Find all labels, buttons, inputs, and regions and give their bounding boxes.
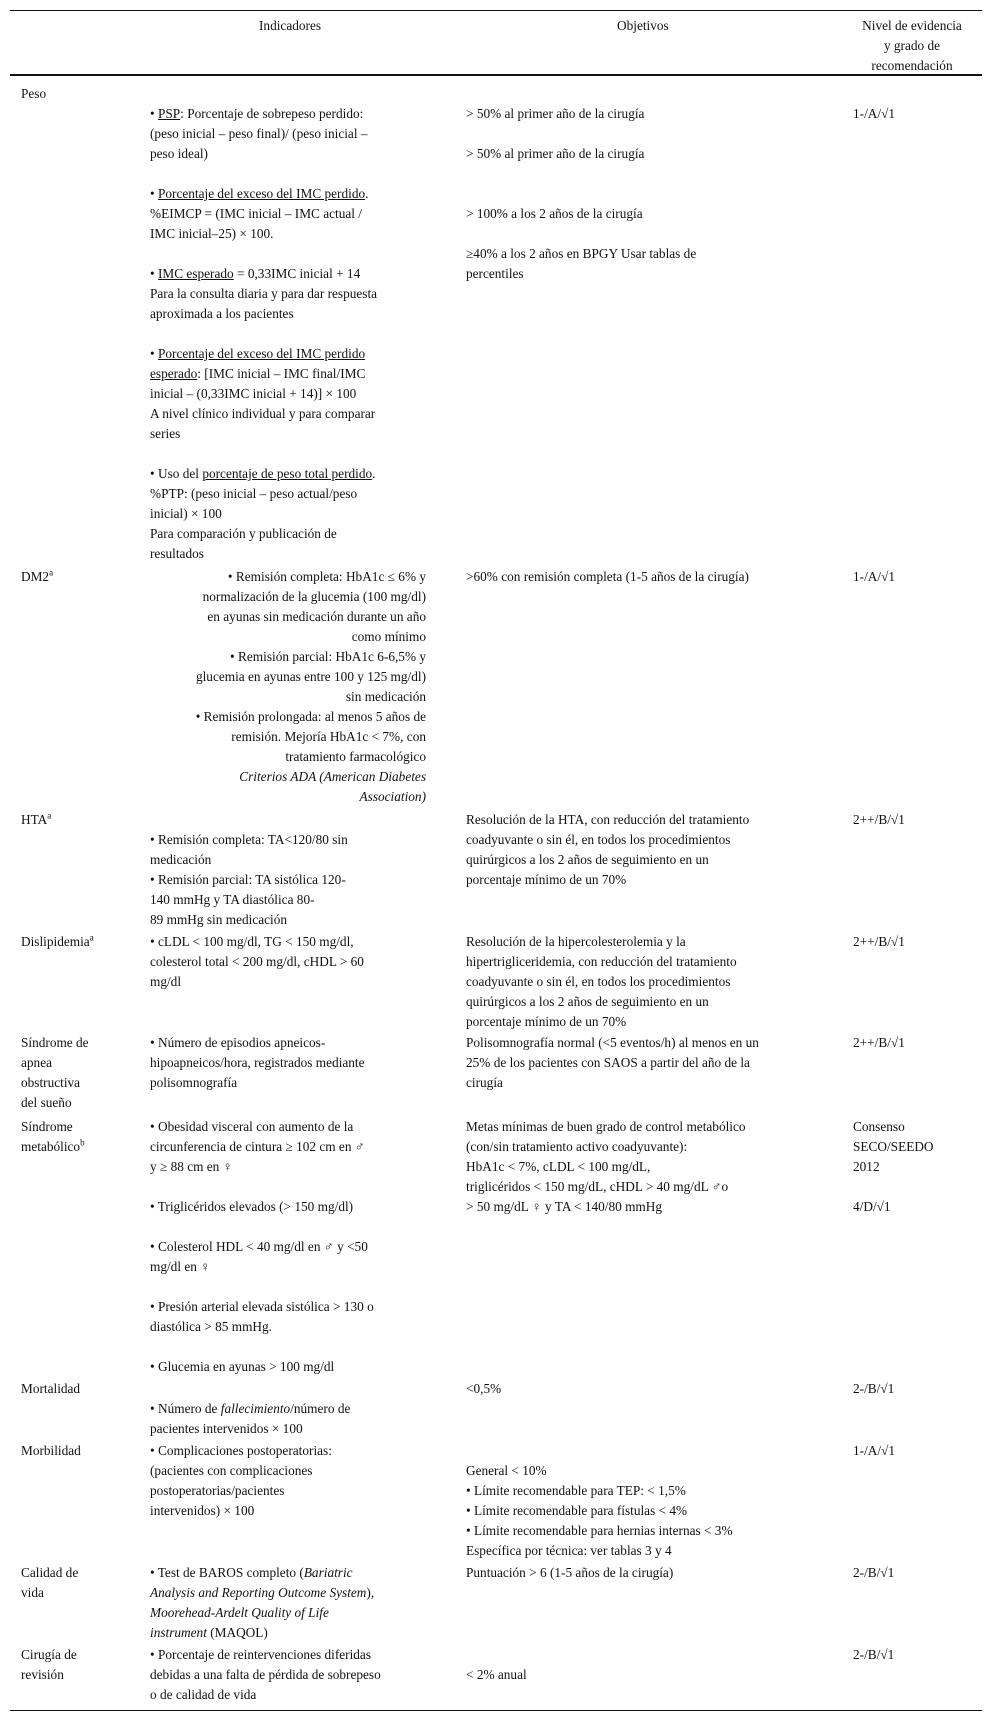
dislip-sup: a [89, 932, 94, 943]
morbilidad-obj-l5: Específica por técnica: ver tablas 3 y 4 [466, 1543, 672, 1558]
dm2-l7: sin medicación [345, 689, 426, 704]
dislip-l2: colesterol total < 200 mg/dl, cHDL > 60 [150, 954, 364, 969]
dm2-l6: glucemia en ayunas entre 100 y 125 mg/dl) [195, 669, 426, 684]
metab-l6: mg/dl en ♀ [150, 1259, 211, 1274]
metab-l8: diastólica > 85 mmHg. [150, 1319, 272, 1334]
mortalidad-obj: <0,5% [466, 1381, 502, 1396]
revision-label-l1: Cirugía de [21, 1647, 77, 1662]
metab-nivel-l2: SECO/SEEDO [853, 1139, 934, 1154]
header-nivel-l1: Nivel de evidencia [862, 18, 962, 33]
dm2-l10: tratamiento farmacológico [285, 749, 426, 764]
saos-l1: • Número de episodios apneicos- [150, 1035, 326, 1050]
eimcp-term: Porcentaje del exceso del IMC perdido [157, 186, 366, 201]
peso-imc-l1: • IMC esperado = 0,33IMC inicial + 14 [150, 266, 361, 281]
dm2-nivel: 1-/A/√1 [853, 569, 896, 584]
metab-nivel-l1: Consenso [853, 1119, 905, 1134]
hta-l2: medicación [150, 852, 212, 867]
header-nivel-l3: recomendación [871, 58, 953, 73]
header-objetivos: Objetivos [617, 18, 669, 33]
header-rule [10, 74, 982, 76]
peso-eimcp-l2: %EIMCP = (IMC inicial – IMC actual / [150, 206, 362, 221]
peso-imc-l3: aproximada a los pacientes [150, 306, 294, 321]
peso-imc-esperado [150, 264, 377, 324]
peso-eimcp [150, 184, 368, 244]
morbilidad-l4: intervenidos) × 100 [150, 1503, 255, 1518]
morbilidad-obj-l3: • Límite recomendable para fístulas < 4% [466, 1503, 688, 1518]
metab-label-l2: metabólico$^b$ [21, 1137, 85, 1154]
row-label-saos [21, 1033, 89, 1113]
ptp-term: porcentaje de peso total perdido [202, 466, 373, 481]
calidad-l1: • Test de BAROS completo (Bariatric [150, 1565, 353, 1580]
peso-ptp-l3: inicial) × 100 [150, 506, 222, 521]
imc-term: IMC esperado [157, 266, 234, 281]
hta-obj-l3: quirúrgicos a los 2 años de seguimiento en un [466, 852, 709, 867]
dm2-sup: a [49, 567, 54, 578]
saos-nivel: 2++/B/√1 [853, 1035, 905, 1050]
morbilidad-l2: (pacientes con complicaciones [150, 1463, 313, 1478]
peso-psp-l2: (peso inicial – peso final)/ (peso inicial – [150, 126, 368, 141]
saos-indicadores [150, 1033, 365, 1093]
hta-obj-l2: coadyuvante o sin él, en todos los procedimientos [466, 832, 731, 847]
peso-imc-l2: Para la consulta diaria y para dar respuesta [150, 286, 378, 301]
metab-obj-l3: HbA1c < 7%, cLDL < 100 mg/dL, [466, 1159, 651, 1174]
dislip-indicadores [150, 932, 364, 992]
header-nivel [848, 16, 976, 76]
metab-obj-l4: triglicéridos < 150 mg/dL, cHDL > 40 mg/dL ♂o [466, 1179, 729, 1194]
morbilidad-l3: postoperatorias/pacientes [150, 1483, 285, 1498]
peso-pe-l1: • Porcentaje del exceso del IMC perdido [150, 346, 366, 361]
peso-eimcp-l3: IMC inicial–25) × 100. [150, 226, 274, 241]
peso-psp [150, 104, 368, 164]
peso-exceso-esperado [150, 344, 375, 444]
dm2-l9: remisión. Mejoría HbA1c < 7%, con [231, 729, 426, 744]
dislip-l3: mg/dl [150, 974, 182, 989]
header-nivel-l2: y grado de [883, 38, 941, 53]
dm2-l3: en ayunas sin medicación durante un año [207, 609, 426, 624]
dm2-indicadores [150, 567, 426, 807]
metab-obj [466, 1117, 746, 1217]
saos-obj [466, 1033, 759, 1093]
peso-obj4 [466, 244, 696, 284]
calidad-label-l1: Calidad de [21, 1565, 79, 1580]
metab-l3: y ≥ 88 cm en ♀ [150, 1159, 233, 1174]
hta-sup: a [47, 810, 52, 821]
hta-obj-l4: porcentaje mínimo de un 70% [466, 872, 627, 887]
morbilidad-obj-l1: General < 10% [466, 1463, 547, 1478]
dm2-l4: como mínimo [351, 629, 426, 644]
dislip-nivel: 2++/B/√1 [853, 934, 905, 949]
dm2-l11: Criterios ADA (American Diabetes [239, 769, 426, 784]
saos-label-l4: del sueño [21, 1095, 72, 1110]
revision-obj: < 2% anual [466, 1667, 527, 1682]
revision-l1: • Porcentaje de reintervenciones diferidas [150, 1647, 372, 1662]
morbilidad-obj-l2: • Límite recomendable para TEP: < 1,5% [466, 1483, 686, 1498]
metab-l4: • Triglicéridos elevados (> 150 mg/dl) [150, 1199, 354, 1214]
dislip-obj-l4: quirúrgicos a los 2 años de seguimiento en un [466, 994, 709, 1009]
metab-indicadores [150, 1117, 374, 1377]
saos-obj-l2: 25% de los pacientes con SAOS a partir del año de la [466, 1055, 750, 1070]
metab-obj-l2: (con/sin tratamiento activo coadyuvante): [466, 1139, 688, 1154]
hta-obj-l1: Resolución de la HTA, con reducción del tratamiento [466, 812, 750, 827]
saos-l2: hipoapneicos/hora, registrados mediante [150, 1055, 365, 1070]
metab-nivel-l3: 2012 [853, 1159, 880, 1174]
row-label-morbilidad: Morbilidad [21, 1443, 81, 1458]
metab-l5: • Colesterol HDL < 40 mg/dl en ♂ y <50 [150, 1239, 368, 1254]
calidad-l2-italic: Analysis and Reporting Outcome System [150, 1585, 367, 1600]
row-label-dislipidemia: Dislipidemia$^a$ [21, 932, 94, 949]
revision-label-l2: revisión [21, 1667, 64, 1682]
psp-term: PSP [157, 106, 181, 121]
dislip-obj-l3: coadyuvante o sin él, en todos los procedimientos [466, 974, 731, 989]
revision-l2: debidas a una falta de pérdida de sobrepeso [150, 1667, 381, 1682]
peso-psp-l1: • PSP: Porcentaje de sobrepeso perdido: [150, 106, 364, 121]
peso-obj4-l1: ≥40% a los 2 años en BPGY Usar tablas de [466, 246, 697, 261]
dm2-l5: • Remisión parcial: HbA1c 6-6,5% y [230, 649, 426, 664]
calidad-indicadores [150, 1563, 374, 1643]
row-label-cirugia-revision [21, 1645, 77, 1685]
pe-term2: esperado [150, 366, 198, 381]
dm2-l12: Association) [359, 789, 426, 804]
calidad-label-l2: vida [21, 1585, 44, 1600]
row-label-peso: Peso [21, 86, 47, 101]
peso-ptp-l1: • Uso del porcentaje de peso total perdido. [150, 466, 376, 481]
peso-obj3: > 100% a los 2 años de la cirugía [466, 206, 643, 221]
saos-obj-l1: Polisomnografía normal (<5 eventos/h) al menos en un [466, 1035, 759, 1050]
dislip-obj-l5: porcentaje mínimo de un 70% [466, 1014, 627, 1029]
peso-pe-l5: series [150, 426, 181, 441]
morbilidad-obj [466, 1461, 733, 1561]
metab-l9: • Glucemia en ayunas > 100 mg/dl [150, 1359, 335, 1374]
dislip-obj-l2: hipertrigliceridemia, con reducción del tratamiento [466, 954, 737, 969]
dislip-l1: • cLDL < 100 mg/dl, TG < 150 mg/dl, [150, 934, 354, 949]
peso-ptp-l4: Para comparación y publicación de [150, 526, 337, 541]
peso-ptp-l5: resultados [150, 546, 204, 561]
dm2-l1: • Remisión completa: HbA1c ≤ 6% y [227, 569, 426, 584]
dm2-l8: • Remisión prolongada: al menos 5 años de [195, 709, 426, 724]
metab-nivel [853, 1117, 934, 1217]
mortalidad-l2: pacientes intervenidos × 100 [150, 1421, 303, 1436]
row-label-hta: HTA$^a$ [21, 810, 52, 827]
metab-l7: • Presión arterial elevada sistólica > 130 o [150, 1299, 374, 1314]
saos-obj-l3: cirugía [466, 1075, 503, 1090]
hta-nivel: 2++/B/√1 [853, 812, 905, 827]
hta-l5: 89 mmHg sin medicación [150, 912, 288, 927]
row-label-sindrome-metabolico [21, 1117, 85, 1157]
peso-psp-l3: peso ideal) [150, 146, 208, 161]
dislip-obj-l1: Resolución de la hipercolesterolemia y la [466, 934, 686, 949]
peso-pe-l4: A nivel clínico individual y para comparar [150, 406, 376, 421]
row-label-dm2: DM2$^a$ [21, 567, 54, 584]
calidad-l3: Moorehead-Ardelt Quality of Life [150, 1605, 329, 1620]
peso-ptp [150, 464, 375, 564]
mortalidad-nivel: 2-/B/√1 [853, 1381, 895, 1396]
metab-sup: b [80, 1137, 85, 1148]
peso-nivel: 1-/A/√1 [853, 106, 896, 121]
calidad-l4-italic: instrument [150, 1625, 207, 1640]
saos-label-l1: Síndrome de [21, 1035, 89, 1050]
peso-pe-l2: esperado: [IMC inicial – IMC final/IMC [150, 366, 366, 381]
metab-obj-l1: Metas mínimas de buen grado de control metabólico [466, 1119, 746, 1134]
hta-obj [466, 810, 749, 890]
dm2-l2: normalización de la glucemia (100 mg/dl) [202, 589, 426, 604]
metab-l1: • Obesidad visceral con aumento de la [150, 1119, 354, 1134]
saos-label-l2: apnea [21, 1055, 53, 1070]
mortalidad-l1: • Número de fallecimiento/número de [150, 1401, 351, 1416]
top-rule [10, 10, 982, 11]
saos-label-l3: obstructiva [21, 1075, 81, 1090]
hta-l1: • Remisión completa: TA<120/80 sin [150, 832, 348, 847]
hta-l4: 140 mmHg y TA diastólica 80- [150, 892, 315, 907]
peso-pe-l3: inicial – (0,33IMC inicial + 14)] × 100 [150, 386, 357, 401]
header-indicadores: Indicadores [259, 18, 322, 33]
row-label-calidad-de-vida [21, 1563, 78, 1603]
mortalidad-indicadores [150, 1399, 350, 1439]
morbilidad-l1: • Complicaciones postoperatorias: [150, 1443, 332, 1458]
calidad-l2: Analysis and Reporting Outcome System), [150, 1585, 375, 1600]
revision-l3: o de calidad de vida [150, 1687, 257, 1702]
dislip-obj [466, 932, 737, 1032]
revision-nivel: 2-/B/√1 [853, 1647, 895, 1662]
metab-l2: circunferencia de cintura ≥ 102 cm en ♂ [150, 1139, 365, 1154]
peso-obj2: > 50% al primer año de la cirugía [466, 146, 645, 161]
morbilidad-obj-l4: • Límite recomendable para hernias internas < 3% [466, 1523, 733, 1538]
peso-ptp-l2: %PTP: (peso inicial – peso actual/peso [150, 486, 358, 501]
metab-obj-l5: > 50 mg/dL ♀ y TA < 140/80 mmHg [466, 1199, 663, 1214]
calidad-l1-italic: Bariatric [303, 1565, 353, 1580]
dm2-obj: >60% con remisión completa (1-5 años de la cirugía) [466, 569, 749, 584]
row-label-mortalidad: Mortalidad [21, 1381, 81, 1396]
saos-l3: polisomnografía [150, 1075, 238, 1090]
morbilidad-indicadores [150, 1441, 332, 1521]
peso-obj4-l2: percentiles [466, 266, 524, 281]
hta-indicadores [150, 830, 348, 930]
revision-indicadores [150, 1645, 381, 1705]
fallecimiento-term: fallecimiento [220, 1401, 291, 1416]
calidad-l4: instrument (MAQOL) [150, 1625, 268, 1640]
metab-label-l1: Síndrome [21, 1119, 73, 1134]
calidad-nivel: 2-/B/√1 [853, 1565, 895, 1580]
metab-nivel-l4: 4/D/√1 [853, 1199, 891, 1214]
peso-eimcp-l1: • Porcentaje del exceso del IMC perdido. [150, 186, 369, 201]
hta-l3: • Remisión parcial: TA sistólica 120- [150, 872, 346, 887]
calidad-obj: Puntuación > 6 (1-5 años de la cirugía) [466, 1565, 674, 1580]
peso-obj1: > 50% al primer año de la cirugía [466, 106, 645, 121]
bottom-rule [10, 1710, 982, 1711]
pe-term1: Porcentaje del exceso del IMC perdido [157, 346, 366, 361]
morbilidad-nivel: 1-/A/√1 [853, 1443, 896, 1458]
